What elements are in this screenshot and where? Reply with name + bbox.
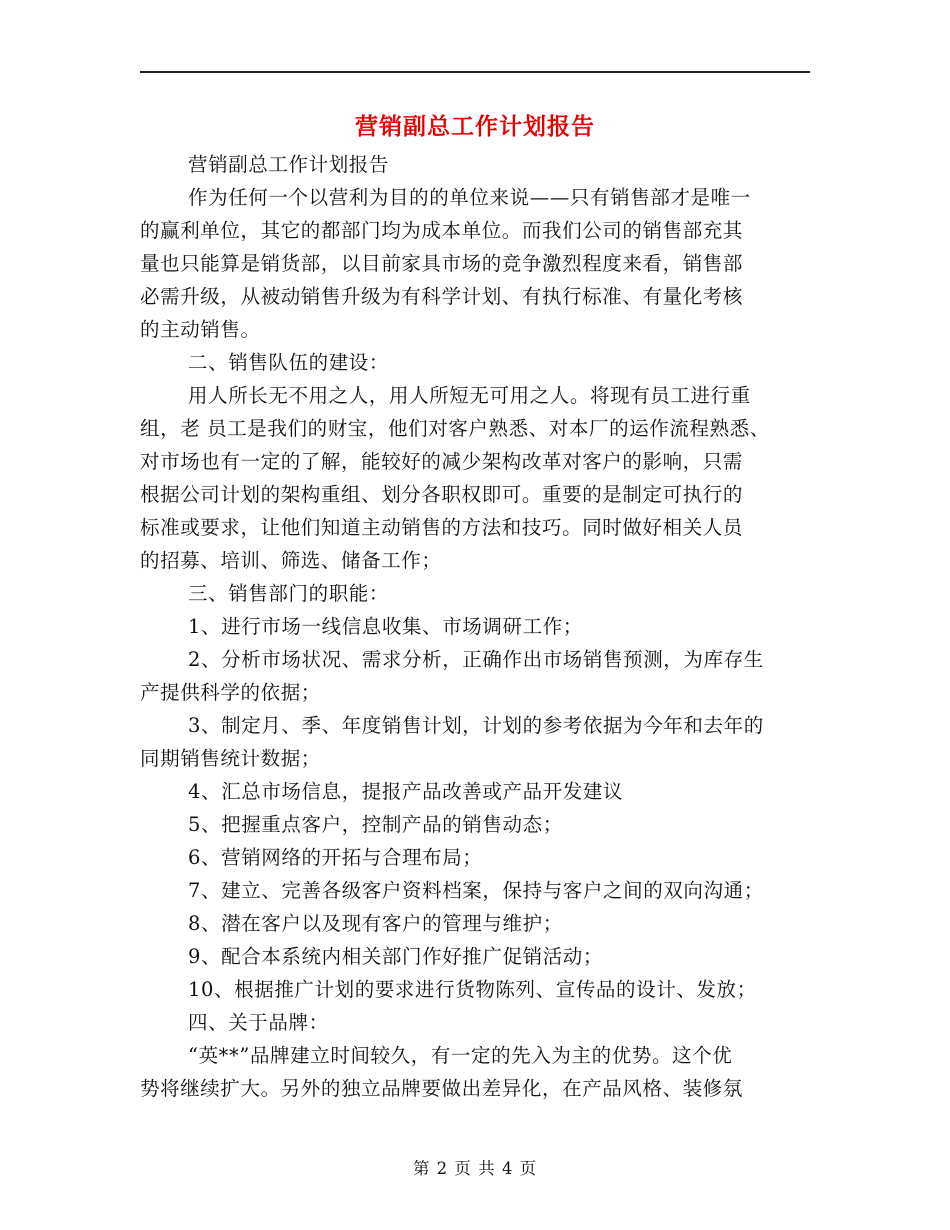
text-line: 的主动销售。 (140, 318, 261, 341)
text-line: 量也只能算是销货部，以目前家具市场的竞争激烈程度来看，销售部 (140, 252, 744, 275)
text-line: 四、关于品牌： (188, 1011, 329, 1034)
text-line: 的招募、培训、筛选、储备工作； (140, 549, 442, 572)
text-line: 二、销售队伍的建设： (188, 351, 390, 374)
text-line: 5、把握重点客户，控制产品的销售动态； (188, 813, 563, 836)
text-line: 产提供科学的依据； (140, 681, 321, 704)
text-line: 4、汇总市场信息，提报产品改善或产品开发建议 (188, 780, 624, 803)
text-line: “英**”品牌建立时间较久，有一定的先入为主的优势。这个优 (188, 1044, 733, 1067)
text-line: 标准或要求，让他们知道主动销售的方法和技巧。同时做好相关人员 (140, 516, 744, 539)
text-line: 根据公司计划的架构重组、划分各职权即可。重要的是制定可执行的 (140, 483, 744, 506)
text-line: 10、根据推广计划的要求进行货物陈列、宣传品的设计、发放； (188, 978, 757, 1001)
document-title: 营销副总工作计划报告 (355, 113, 595, 140)
text-line: 组，老 员工是我们的财宝，他们对客户熟悉、对本厂的运作流程熟悉、 (140, 417, 770, 440)
page-footer: 第 2 页 共 4 页 (412, 1159, 538, 1178)
text-line: 三、销售部门的职能： (188, 582, 390, 605)
text-line: 对市场也有一定的了解，能较好的减少架构改革对客户的影响，只需 (140, 450, 744, 473)
header-rule (140, 71, 810, 73)
text-line: 必需升级，从被动销售升级为有科学计划、有执行标准、有量化考核 (140, 285, 744, 308)
text-line: 势将继续扩大。另外的独立品牌要做出差异化，在产品风格、装修氛 (140, 1077, 744, 1100)
text-line: 7、建立、完善各级客户资料档案，保持与客户之间的双向沟通； (188, 879, 764, 902)
text-line: 作为任何一个以营利为目的的单位来说——只有销售部才是唯一 (188, 186, 751, 209)
text-line: 1、进行市场一线信息收集、市场调研工作； (188, 615, 583, 638)
text-line: 营销副总工作计划报告 (188, 153, 390, 176)
text-line: 的赢利单位，其它的都部门均为成本单位。而我们公司的销售部充其 (140, 219, 744, 242)
text-line: 2、分析市场状况、需求分析，正确作出市场销售预测，为库存生 (188, 648, 764, 671)
document-body (140, 148, 820, 1105)
text-line: 同期销售统计数据； (140, 747, 321, 770)
text-line: 3、制定月、季、年度销售计划，计划的参考依据为今年和去年的 (188, 714, 764, 737)
text-line: 6、营销网络的开拓与合理布局； (188, 846, 483, 869)
text-line: 8、潜在客户以及现有客户的管理与维护； (188, 912, 563, 935)
text-line: 用人所长无不用之人，用人所短无可用之人。将现有员工进行重 (188, 384, 751, 407)
text-line: 9、配合本系统内相关部门作好推广促销活动； (188, 945, 604, 968)
